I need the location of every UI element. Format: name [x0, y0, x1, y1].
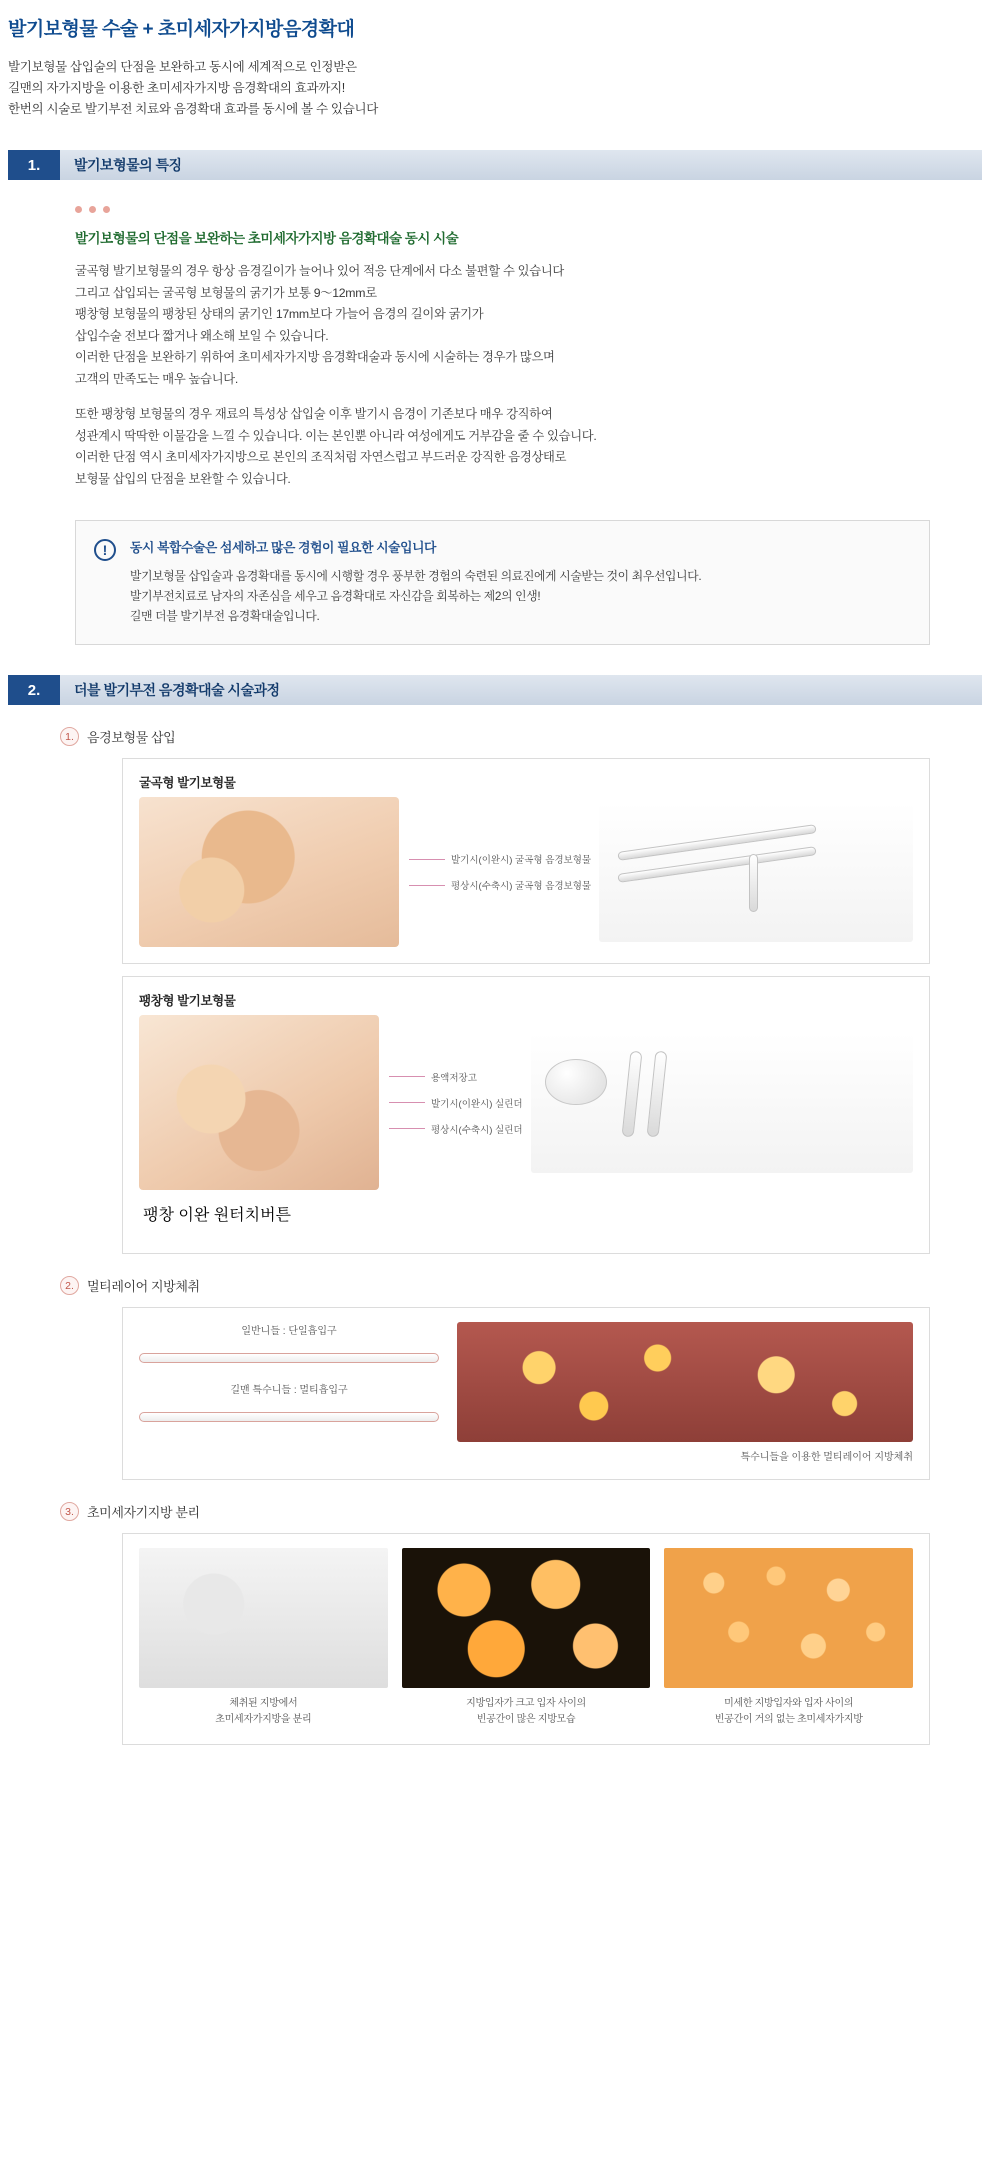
needle-diagrams [139, 1322, 439, 1438]
p2-line-3: 이러한 단점 역시 초미세자가지방으로 본인의 조직처럼 자연스럽고 부드러운 강직한 음경상태로 [75, 450, 567, 464]
panel-curved-implant [122, 758, 930, 964]
step-3-label: 초미세자기지방 분리 [87, 1505, 200, 1520]
callout-inflatable-1-label: 용액저장고 [431, 1072, 477, 1084]
section-1-paragraph-2 [75, 404, 990, 490]
callout-inflatable-2-label: 발기시(이완시) 실린더 [431, 1098, 523, 1110]
intro-line-3: 한번의 시술로 발기부전 치료와 음경확대 효과를 동시에 볼 수 있습니다 [8, 102, 379, 116]
needle-standard-icon [139, 1353, 439, 1363]
callout-inflatable-bottom [143, 1202, 913, 1225]
intro-line-2: 길맨의 자가지방을 이용한 초미세자가지방 음경확대의 효과까지! [8, 81, 345, 95]
intro-line-1: 발기보형물 삽입술의 단점을 보완하고 동시에 세계적으로 인정받은 [8, 60, 357, 74]
step-1 [60, 727, 990, 746]
panel-curved-implant-title: 굴곡형 발기보형물 [139, 776, 236, 790]
anatomy-illustration-curved [139, 797, 399, 947]
anatomy-illustration-inflatable [139, 1015, 379, 1190]
p2-line-2: 성관계시 딱딱한 이물감을 느낄 수 있습니다. 이는 본인뿐 아니라 여성에게도 거부감을 줄 수 있습니다. [75, 428, 597, 443]
needle-label-1: 일반니들 : 단일흡입구 [241, 1326, 337, 1337]
device-photo-inflatable-pump [531, 1033, 913, 1173]
notice-line-2: 발기부전치료로 남자의 자존심을 세우고 음경확대로 자신감을 회복하는 제2의 인생! [130, 589, 541, 603]
section-2-title: 더블 발기부전 음경확대술 시술과정 [74, 682, 280, 698]
fat-harvest-caption: 특수니들을 이용한 멀티레이어 지방체취 [740, 1452, 913, 1463]
section-2-header [8, 675, 982, 705]
intro-text [0, 41, 990, 120]
section-1-number: 1. [8, 150, 60, 180]
step-2-label: 멀티레이어 지방체취 [87, 1279, 200, 1294]
step-3 [60, 1502, 990, 1521]
thumb-1-caption-2: 초미세자가지방을 분리 [215, 1714, 312, 1725]
p1-line-4: 삽입수술 전보다 짧거나 왜소해 보일 수 있습니다. [75, 328, 329, 343]
section-1-lead: 발기보형물의 단점을 보완하는 초미세자가지방 음경확대술 동시 시술 [75, 231, 459, 246]
p1-line-5: 이러한 단점을 보완하기 위하여 초미세자가지방 음경확대술과 동시에 시술하는 경우가 많으며 [75, 350, 555, 364]
callout-inflatable-3 [389, 1122, 523, 1136]
p2-line-1: 또한 팽창형 보형물의 경우 재료의 특성상 삽입술 이후 발기시 음경이 기존보다 매우 강직하여 [75, 407, 553, 421]
leader-line-icon [389, 1128, 425, 1129]
step-2 [60, 1276, 990, 1295]
exclamation-icon: ! [94, 539, 116, 561]
notice-box [75, 520, 930, 645]
large-fat-cells-photo [402, 1548, 651, 1688]
callout-curved-1 [409, 852, 591, 866]
section-1-title: 발기보형물의 특징 [74, 157, 182, 173]
notice-body [130, 566, 701, 626]
thumb-micro-cells [664, 1548, 913, 1728]
section-2-number: 2. [8, 675, 60, 705]
thumb-large-cells [402, 1548, 651, 1728]
panel-inflatable-implant [122, 976, 930, 1254]
microscope-photo [139, 1548, 388, 1688]
callout-inflatable-bottom-label: 팽창 이완 원터치버튼 [143, 1207, 291, 1224]
section-1-header [8, 150, 982, 180]
needle-label-2: 길맨 특수니들 : 멀티흡입구 [230, 1385, 348, 1396]
panel-fat-harvest [122, 1307, 930, 1480]
thumb-2-caption-2: 빈공간이 많은 지방모습 [476, 1714, 576, 1725]
leader-line-icon [389, 1076, 425, 1077]
callout-inflatable-3-label: 평상시(수축시) 실린더 [431, 1124, 523, 1136]
callout-curved-2-label: 평상시(수축시) 굴곡형 음경보형물 [451, 881, 592, 892]
callout-curved-2 [409, 878, 591, 892]
page-title: 발기보형물 수술 + 초미세자가지방음경확대 [8, 19, 355, 40]
leader-line-icon [409, 885, 445, 886]
leader-line-icon [409, 859, 445, 860]
notice-title: 동시 복합수술은 섬세하고 많은 경험이 필요한 시술입니다 [130, 540, 437, 555]
device-photo-curved-rods [599, 802, 913, 942]
p1-line-6: 고객의 만족도는 매우 높습니다. [75, 371, 238, 386]
p2-line-4: 보형물 삽입의 단점을 보완할 수 있습니다. [75, 471, 291, 486]
p1-line-2: 그리고 삽입되는 굴곡형 보형물의 굵기가 보통 9〜12mm로 [75, 285, 377, 300]
notice-line-3: 길맨 더블 발기부전 음경확대술입니다. [130, 609, 320, 623]
leader-line-icon [389, 1102, 425, 1103]
decorative-dots [75, 206, 990, 213]
step-1-number: 1. [60, 727, 79, 746]
thumb-microscope [139, 1548, 388, 1728]
section-1-paragraph-1 [75, 261, 990, 390]
needle-special-icon [139, 1412, 439, 1422]
step-2-number: 2. [60, 1276, 79, 1295]
section-1-body [0, 180, 990, 490]
micro-fat-cells-photo [664, 1548, 913, 1688]
thumb-2-caption-1: 지방입자가 크고 입자 사이의 [466, 1698, 586, 1709]
p1-line-1: 굴곡형 발기보형물의 경우 항상 음경길이가 늘어나 있어 적응 단계에서 다소 불편할 수 있습니다 [75, 264, 564, 278]
callout-curved-1-label: 발기시(이완시) 굴곡형 음경보형물 [451, 855, 592, 866]
panel-fat-separation [122, 1533, 930, 1745]
step-3-number: 3. [60, 1502, 79, 1521]
thumb-3-caption-1: 미세한 지방입자와 입자 사이의 [724, 1698, 854, 1709]
notice-line-1: 발기보형물 삽입술과 음경확대를 동시에 시행할 경우 풍부한 경험의 숙련된 의료진에게 시술받는 것이 최우선입니다. [130, 569, 702, 583]
callout-inflatable-1 [389, 1070, 523, 1084]
thumb-3-caption-2: 빈공간이 거의 없는 초미세자가지방 [714, 1714, 863, 1725]
p1-line-3: 팽창형 보형물의 팽창된 상태의 굵기인 17mm보다 가늘어 음경의 길이와 굵기가 [75, 307, 484, 321]
step-1-label: 음경보형물 삽입 [87, 730, 176, 745]
thumb-1-caption-1: 체취된 지방에서 [229, 1698, 298, 1709]
callout-inflatable-2 [389, 1096, 523, 1110]
panel-inflatable-implant-title: 팽창형 발기보형물 [139, 994, 236, 1008]
fat-layer-photo [457, 1322, 913, 1442]
